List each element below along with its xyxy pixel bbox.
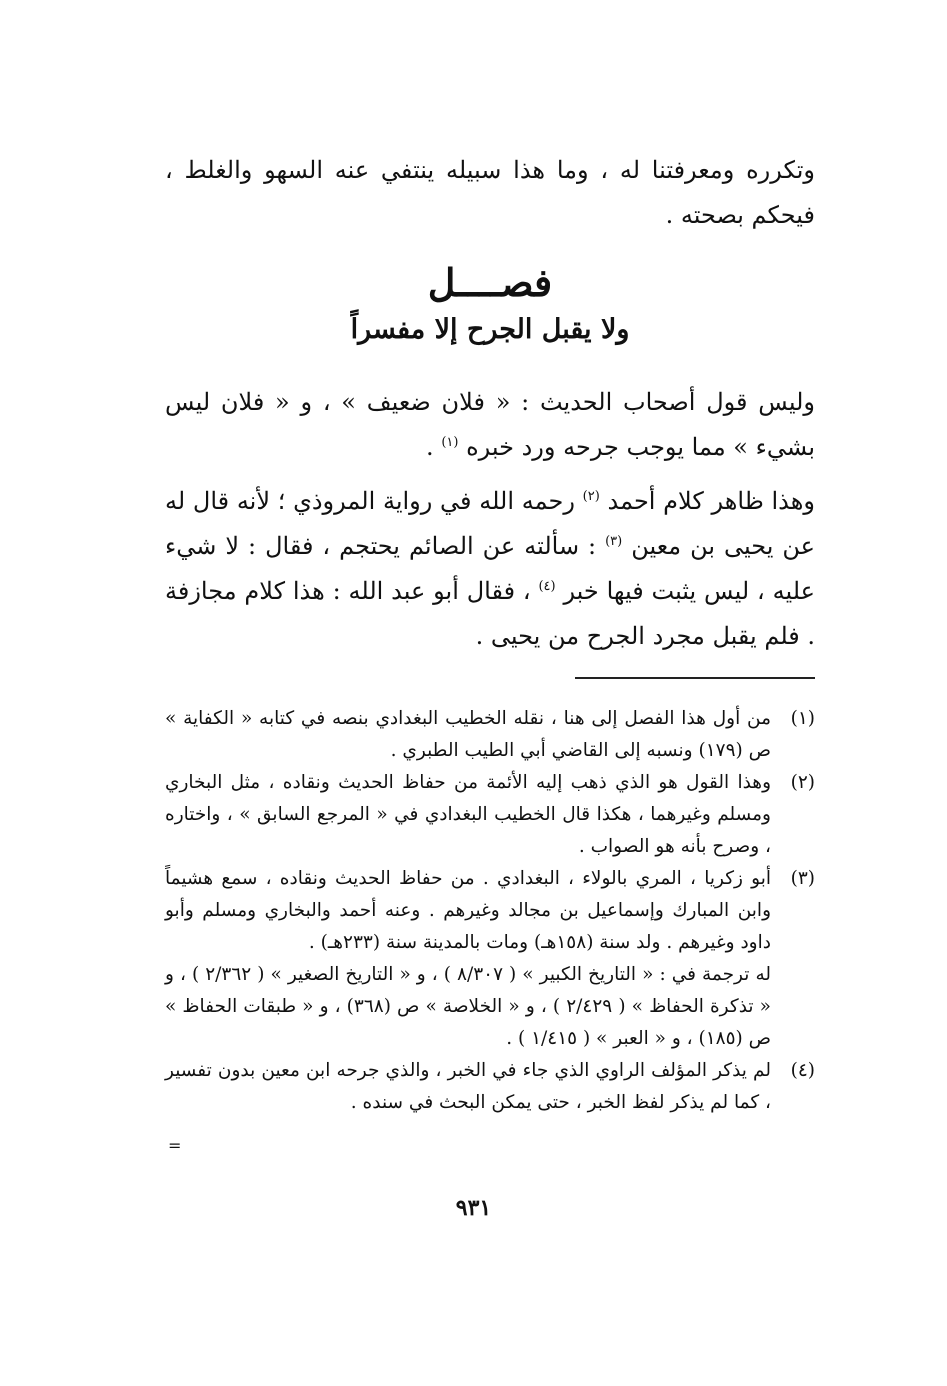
footnote-1 (165, 703, 815, 767)
section-title: فصــــل (427, 260, 553, 305)
footnote-text: لم يذكر المؤلف الراوي الذي جاء في الخبر ، والذي جرحه ابن معين بدون تفسير ، كما لم يذكر لفظ الخبر ، حتى يمكن البحث في سنده . (165, 1060, 771, 1113)
footnote-text: من أول هذا الفصل إلى هنا ، نقله الخطيب البغدادي بنصه في كتابه « الكفاية » ص (١٧٩) ونسبه إلى القاضي أبي الطيب الطبري . (165, 708, 771, 761)
footnote-text-block (165, 863, 771, 1055)
footnotes (165, 703, 815, 1119)
intro-paragraph: وتكرره ومعرفتنا له ، وما هذا سبيله ينتفي عنه السهو والغلط ، فيحكم بصحته . (165, 156, 815, 229)
footnote-2 (165, 767, 815, 863)
paragraph-2 (165, 380, 857, 470)
footnote-ref-3[interactable]: (٣) (605, 534, 623, 549)
footnote-ref-1[interactable]: (١) (441, 435, 459, 450)
page-number: ٩٣١ (455, 1195, 492, 1221)
paragraph-3-part1: وهذا ظاهر كلام أحمد (607, 487, 816, 515)
footnote-number: (١) (790, 708, 815, 729)
footnote-ref-4[interactable]: (٤) (538, 579, 556, 594)
footnote-divider (575, 677, 815, 679)
paragraph-3-part2: رحمه الله في رواية المروذي ؛ لأنه قال له عن يحيى بن معين (165, 487, 815, 560)
footnote-ref-2[interactable]: (٢) (582, 489, 600, 504)
footnote-text: وهذا القول هو الذي ذهب إليه الأئمة من حفاظ الحديث ونقاده ، مثل البخاري ومسلم وغيرهما ، هكذا قال الخطيب البغدادي في « المرجع السابق » ، واختاره ، وصرح بأنه هو الصواب . (165, 772, 771, 857)
footnote-number: (٤) (790, 1060, 815, 1081)
footnote-4 (165, 1055, 815, 1119)
continuation-mark: = (168, 1136, 182, 1155)
paragraph-3 (165, 479, 857, 659)
paragraph-2-text: وليس قول أصحاب الحديث : « فلان ضعيف » ، و « فلان ليس بشيء » مما يوجب جرحه ورد خبره (165, 388, 815, 461)
section-subtitle: ولا يقبل الجرح إلا مفسراً (350, 314, 630, 345)
footnote-references: له ترجمة في : « التاريخ الكبير » ( ٨/٣٠٧ ) ، و « التاريخ الصغير » ( ٢/٣٦٢ ) ، و « تذكرة الحفاظ » ( ٢/٤٢٩ ) ، و « الخلاصة » ص (٣٦٨) ، و « طبقات الحفاظ » ص (١٨٥) ، و « العبر » ( ١/٤١٥ ) . (165, 964, 771, 1049)
paragraph-2-end: . (426, 433, 442, 461)
footnote-3 (165, 863, 815, 1055)
footnote-number: (٢) (790, 772, 815, 793)
footnote-number: (٣) (790, 868, 815, 889)
paragraph-3-part4: ، فقال أبو عبد الله : هذا كلام مجازفة . فلم يقبل مجرد الجرح من يحيى . (165, 577, 815, 650)
footnote-text: أبو زكريا ، المري بالولاء ، البغدادي . من حفاظ الحديث ونقاده ، سمع هشيماً وابن المبارك وإسماعيل بن مجالد وغيرهم . وعنه أحمد والبخاري ومسلم وأبو داود وغيرهم . ولد سنة (١٥٨هـ) ومات بالمدينة سنة (٢٣٣هـ) . (165, 868, 771, 953)
paragraph-3-part3: : سألته عن الصائم يحتجم ، فقال : لا شيء عليه ، ليس يثبت فيها خبر (165, 532, 815, 605)
